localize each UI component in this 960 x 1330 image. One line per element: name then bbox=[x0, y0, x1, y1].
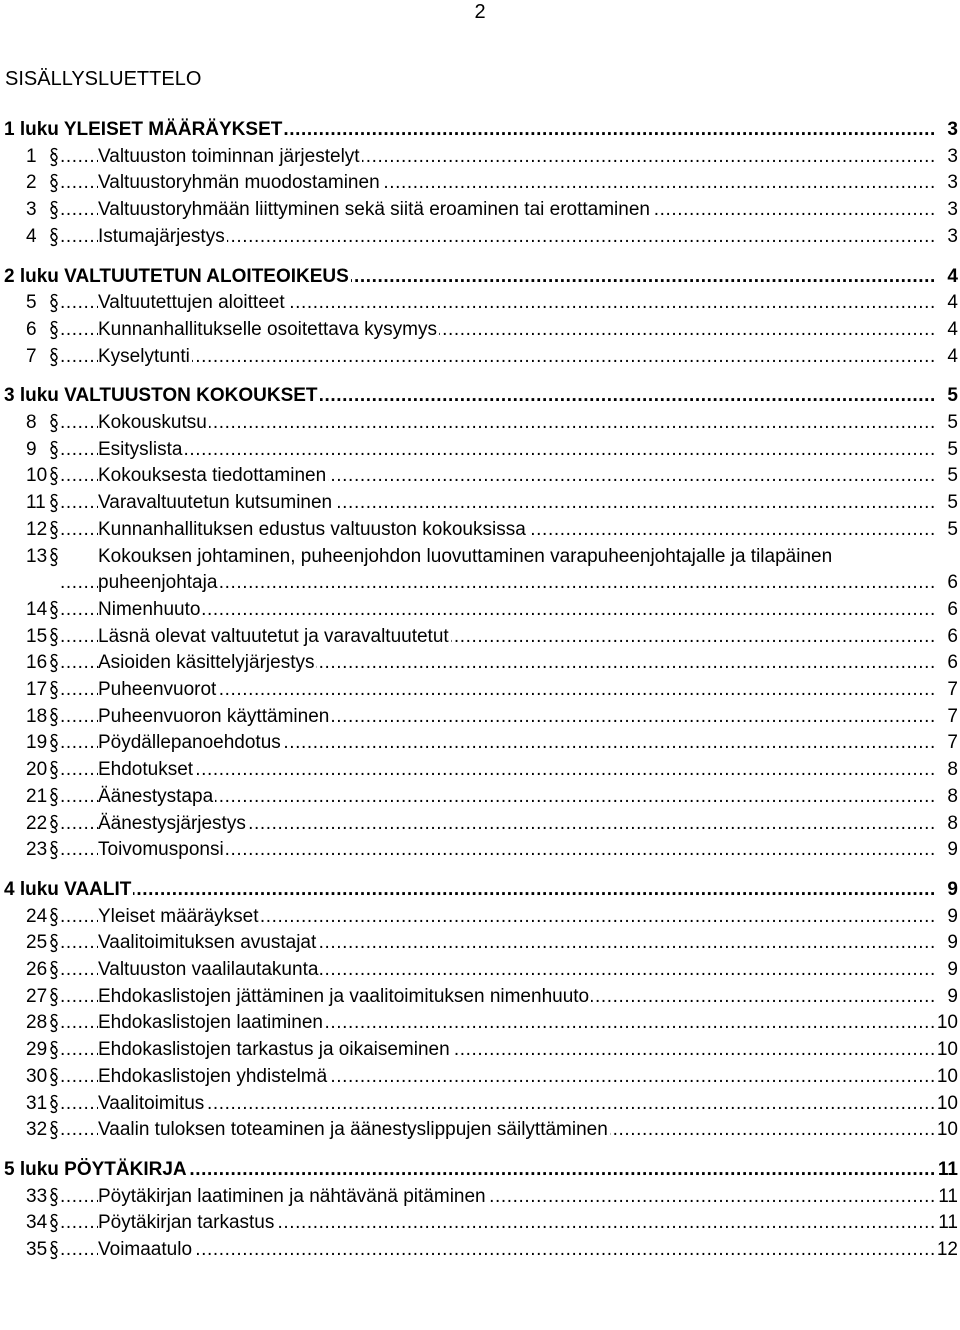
section-title: Valtuuston vaalilautakunta bbox=[98, 956, 320, 983]
section-title: Asioiden käsittelyjärjestys bbox=[98, 649, 316, 676]
toc-section-row bbox=[0, 462, 960, 489]
section-sign-icon bbox=[48, 760, 60, 780]
section-sign-icon bbox=[48, 707, 60, 727]
section-sign-icon bbox=[48, 787, 60, 807]
section-number: 33 bbox=[26, 1185, 48, 1207]
page-ref: 5 bbox=[945, 409, 958, 436]
section-title: Pöytäkirjan laatiminen ja nähtävänä pitäminen bbox=[98, 1183, 488, 1210]
section-number: 5 bbox=[26, 292, 37, 314]
toc-chapter-row bbox=[0, 1156, 960, 1183]
page-ref: 7 bbox=[945, 703, 958, 730]
toc-section-row bbox=[0, 289, 960, 316]
page-ref: 5 bbox=[945, 382, 958, 409]
page-ref: 10 bbox=[935, 1090, 958, 1117]
section-number: 19 bbox=[26, 732, 48, 754]
section-title: Vaalitoimituksen avustajat bbox=[98, 929, 318, 956]
section-number: 10 bbox=[26, 465, 48, 487]
section-number: 15 bbox=[26, 625, 48, 647]
toc-section-row bbox=[0, 1183, 960, 1210]
section-number: 22 bbox=[26, 812, 48, 834]
page-ref: 8 bbox=[945, 810, 958, 837]
page-ref: 3 bbox=[945, 169, 958, 196]
toc-section-row bbox=[0, 756, 960, 783]
section-title: Kunnanhallitukselle osoitettava kysymys bbox=[98, 316, 439, 343]
section-number: 7 bbox=[26, 345, 37, 367]
toc-section-row bbox=[0, 1090, 960, 1117]
toc-section-row bbox=[0, 903, 960, 930]
page-ref: 6 bbox=[945, 623, 958, 650]
section-sign-icon bbox=[48, 293, 60, 313]
chapter-title: 1 luku YLEISET MÄÄRÄYKSET bbox=[4, 116, 284, 143]
section-title: Toivomusponsi bbox=[98, 836, 226, 863]
page-ref: 9 bbox=[945, 956, 958, 983]
toc-section-row bbox=[0, 1116, 960, 1143]
section-title: Läsnä olevat valtuutetut ja varavaltuutetut bbox=[98, 623, 451, 650]
page-ref: 10 bbox=[935, 1036, 958, 1063]
toc-section-row bbox=[0, 543, 960, 570]
toc-section-row bbox=[0, 1036, 960, 1063]
section-title: Valtuutettujen aloitteet bbox=[98, 289, 287, 316]
section-sign-icon bbox=[48, 173, 60, 193]
section-title: Nimenhuuto bbox=[98, 596, 202, 623]
toc-section-row bbox=[0, 223, 960, 250]
section-sign-icon bbox=[48, 413, 60, 433]
section-title: Valtuustoryhmän muodostaminen bbox=[98, 169, 382, 196]
section-title: Kokouskutsu bbox=[98, 409, 209, 436]
page-ref: 3 bbox=[945, 223, 958, 250]
page-ref: 3 bbox=[945, 196, 958, 223]
section-title: Yleiset määräykset bbox=[98, 903, 261, 930]
section-number: 30 bbox=[26, 1065, 48, 1087]
toc-section-row bbox=[0, 983, 960, 1010]
section-number: 23 bbox=[26, 839, 48, 861]
toc-chapter-row bbox=[0, 116, 960, 143]
toc-section-row bbox=[0, 436, 960, 463]
page-ref: 5 bbox=[945, 436, 958, 463]
page-ref: 5 bbox=[945, 516, 958, 543]
section-title: Istumajärjestys bbox=[98, 223, 227, 250]
page-ref: 7 bbox=[945, 676, 958, 703]
section-sign-icon bbox=[48, 1213, 60, 1233]
page-ref: 4 bbox=[945, 343, 958, 370]
section-sign-icon bbox=[48, 466, 60, 486]
toc-section-row bbox=[0, 1063, 960, 1090]
section-sign-icon bbox=[48, 907, 60, 927]
section-number: 6 bbox=[26, 318, 37, 340]
page-ref: 11 bbox=[936, 1156, 958, 1183]
section-title-continued: puheenjohtaja bbox=[98, 569, 219, 596]
section-number: 4 bbox=[26, 225, 37, 247]
page-number: 2 bbox=[474, 1, 486, 23]
page-ref: 9 bbox=[945, 929, 958, 956]
toc-section-row bbox=[0, 1209, 960, 1236]
toc-section-row bbox=[0, 489, 960, 516]
section-number: 25 bbox=[26, 932, 48, 954]
section-sign-icon bbox=[48, 840, 60, 860]
section-title: Ehdotukset bbox=[98, 756, 195, 783]
section-number: 34 bbox=[26, 1212, 48, 1234]
page-ref: 9 bbox=[945, 903, 958, 930]
toc-section-row bbox=[0, 316, 960, 343]
section-number: 31 bbox=[26, 1092, 48, 1114]
section-sign-icon bbox=[48, 320, 60, 340]
toc-chapter-row bbox=[0, 382, 960, 409]
toc-section-row bbox=[0, 649, 960, 676]
toc-section-row bbox=[0, 836, 960, 863]
section-sign-icon bbox=[48, 520, 60, 540]
section-title: Ehdokaslistojen laatiminen bbox=[98, 1009, 325, 1036]
section-sign-icon bbox=[48, 987, 60, 1007]
section-number: 1 bbox=[26, 145, 37, 167]
section-sign-icon bbox=[48, 227, 60, 247]
section-title: Pöydällepanoehdotus bbox=[98, 729, 283, 756]
toc-section-row bbox=[0, 343, 960, 370]
section-title: Kunnanhallituksen edustus valtuuston kokouksissa bbox=[98, 516, 528, 543]
page-ref: 6 bbox=[945, 569, 958, 596]
toc-section-row bbox=[0, 409, 960, 436]
toc-section-row bbox=[0, 516, 960, 543]
page-ref: 12 bbox=[935, 1236, 958, 1263]
section-number: 29 bbox=[26, 1039, 48, 1061]
section-title: Voimaatulo bbox=[98, 1236, 194, 1263]
page-ref: 3 bbox=[945, 143, 958, 170]
section-number: 13 bbox=[26, 545, 48, 567]
toc-section-row bbox=[0, 196, 960, 223]
section-sign-icon bbox=[48, 440, 60, 460]
page-ref: 11 bbox=[936, 1183, 958, 1210]
section-sign-icon bbox=[48, 960, 60, 980]
section-number: 26 bbox=[26, 959, 48, 980]
toc-chapter-row bbox=[0, 263, 960, 290]
page-ref: 9 bbox=[945, 983, 958, 1010]
section-title: Äänestystapa bbox=[98, 783, 215, 810]
toc-section-row bbox=[0, 729, 960, 756]
section-number: 21 bbox=[26, 785, 48, 807]
section-number: 27 bbox=[26, 985, 48, 1007]
section-sign-icon bbox=[48, 347, 60, 367]
section-sign-icon bbox=[48, 933, 60, 953]
page-ref: 8 bbox=[945, 756, 958, 783]
toc-section-row bbox=[0, 956, 960, 983]
page-ref: 8 bbox=[945, 783, 958, 810]
section-sign-icon bbox=[48, 814, 60, 834]
chapter-title: 4 luku VAALIT bbox=[4, 876, 133, 903]
section-number: 9 bbox=[26, 438, 37, 460]
dot-leader bbox=[60, 436, 936, 463]
page-ref: 6 bbox=[945, 649, 958, 676]
chapter-title: 3 luku VALTUUSTON KOKOUKSET bbox=[4, 382, 320, 409]
toc-section-row bbox=[0, 623, 960, 650]
section-sign-icon bbox=[48, 1240, 60, 1260]
page-ref: 10 bbox=[935, 1116, 958, 1143]
section-title: Varavaltuutetun kutsuminen bbox=[98, 489, 334, 516]
page-ref: 10 bbox=[935, 1063, 958, 1090]
section-sign-icon bbox=[48, 547, 60, 567]
section-title: Puheenvuoron käyttäminen bbox=[98, 703, 331, 730]
page-ref: 9 bbox=[945, 876, 958, 903]
section-title: Valtuustoryhmään liittyminen sekä siitä eroaminen tai erottaminen bbox=[98, 196, 652, 223]
section-title: Kokouksen johtaminen, puheenjohdon luovuttaminen varapuheenjohtajalle ja tilapäinen bbox=[98, 543, 834, 570]
page-ref: 5 bbox=[945, 462, 958, 489]
section-number: 12 bbox=[26, 518, 48, 540]
section-number: 2 bbox=[26, 172, 37, 194]
page-ref: 9 bbox=[945, 836, 958, 863]
page-ref: 6 bbox=[945, 596, 958, 623]
page-ref: 11 bbox=[936, 1209, 958, 1236]
dot-leader bbox=[60, 1156, 936, 1183]
page-ref: 4 bbox=[945, 316, 958, 343]
section-title: Ehdokaslistojen jättäminen ja vaalitoimituksen nimenhuuto bbox=[98, 983, 591, 1010]
section-sign-icon bbox=[48, 1094, 60, 1114]
toc-section-row bbox=[0, 1236, 960, 1263]
section-sign-icon bbox=[48, 147, 60, 167]
section-number: 24 bbox=[26, 905, 48, 927]
section-sign-icon bbox=[48, 1040, 60, 1060]
chapter-title: 2 luku VALTUUTETUN ALOITEOIKEUS bbox=[4, 263, 351, 290]
toc-section-row bbox=[0, 929, 960, 956]
section-sign-icon bbox=[48, 733, 60, 753]
toc-section-row bbox=[0, 143, 960, 170]
section-number: 35 bbox=[26, 1239, 48, 1260]
section-title: Puheenvuorot bbox=[98, 676, 218, 703]
section-sign-icon bbox=[48, 627, 60, 647]
section-number: 28 bbox=[26, 1012, 48, 1034]
toc-section-row bbox=[0, 596, 960, 623]
chapter-title: 5 luku PÖYTÄKIRJA bbox=[4, 1156, 189, 1183]
page-ref: 4 bbox=[945, 289, 958, 316]
section-title: Vaalitoimitus bbox=[98, 1090, 206, 1117]
page-ref: 4 bbox=[945, 263, 958, 290]
section-number: 14 bbox=[26, 598, 48, 620]
section-sign-icon bbox=[48, 1013, 60, 1033]
section-sign-icon bbox=[48, 200, 60, 220]
section-sign-icon bbox=[48, 1120, 60, 1140]
toc-section-row-continued bbox=[0, 569, 960, 596]
toc-section-row bbox=[0, 810, 960, 837]
section-number: 16 bbox=[26, 652, 48, 674]
toc-chapter-row bbox=[0, 876, 960, 903]
section-sign-icon bbox=[48, 1067, 60, 1087]
toc-section-row bbox=[0, 783, 960, 810]
section-number: 3 bbox=[26, 199, 37, 221]
toc-section-row bbox=[0, 676, 960, 703]
section-sign-icon bbox=[48, 680, 60, 700]
section-title: Äänestysjärjestys bbox=[98, 810, 248, 837]
section-number: 17 bbox=[26, 679, 48, 700]
page-ref: 7 bbox=[945, 729, 958, 756]
section-sign-icon bbox=[48, 1187, 60, 1207]
dot-leader bbox=[60, 876, 936, 903]
section-title: Esityslista bbox=[98, 436, 184, 463]
section-number: 11 bbox=[26, 492, 46, 514]
section-number: 32 bbox=[26, 1119, 48, 1141]
page-ref: 3 bbox=[945, 116, 958, 143]
section-title: Kokouksesta tiedottaminen bbox=[98, 462, 328, 489]
section-number: 20 bbox=[26, 759, 48, 781]
page-ref: 5 bbox=[945, 489, 958, 516]
section-number: 18 bbox=[26, 705, 48, 727]
section-title: Kyselytunti bbox=[98, 343, 192, 370]
section-title: Pöytäkirjan tarkastus bbox=[98, 1209, 276, 1236]
section-title: Vaalin tuloksen toteaminen ja äänestyslippujen säilyttäminen bbox=[98, 1116, 610, 1143]
section-title: Ehdokaslistojen tarkastus ja oikaiseminen bbox=[98, 1036, 452, 1063]
section-title: Valtuuston toiminnan järjestelyt bbox=[98, 143, 362, 170]
toc-title: SISÄLLYSLUETTELO bbox=[5, 68, 202, 90]
toc-section-row bbox=[0, 703, 960, 730]
page-ref: 10 bbox=[935, 1009, 958, 1036]
section-sign-icon bbox=[48, 493, 60, 513]
section-number: 8 bbox=[26, 412, 37, 433]
section-sign-icon bbox=[48, 653, 60, 673]
toc-section-row bbox=[0, 1009, 960, 1036]
section-sign-icon bbox=[48, 600, 60, 620]
section-title: Ehdokaslistojen yhdistelmä bbox=[98, 1063, 329, 1090]
toc-section-row bbox=[0, 169, 960, 196]
